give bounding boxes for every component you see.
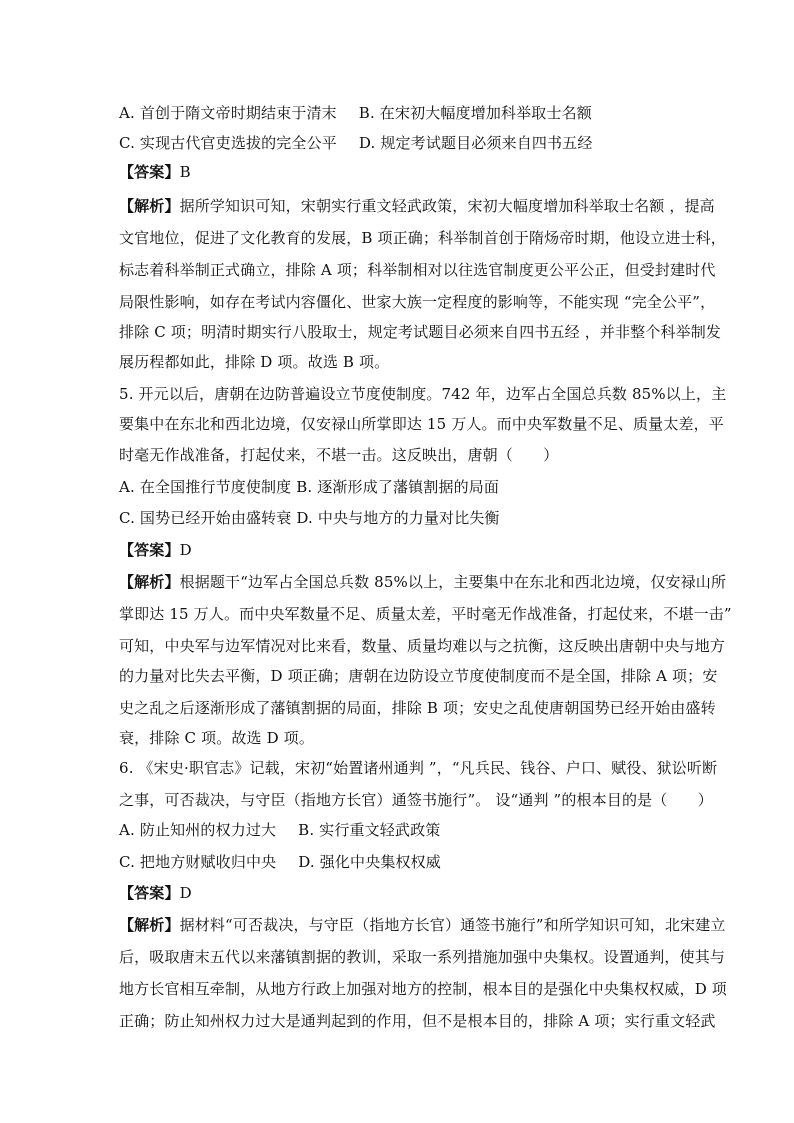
q4-analysis-line: 文官地位，促进了文化教育的发展，B 项正确；科举制首创于隋炀帝时期，他设立进士科， bbox=[119, 229, 726, 247]
q6-option-d: D. 强化中央集权权威 bbox=[298, 853, 441, 871]
q5-options-row-1 bbox=[119, 477, 679, 497]
q6-analysis-line: 【解析】据材料“可否裁决，与守臣（指地方长官）通签书施行”和所学知识可知，北宋建立 bbox=[119, 916, 726, 934]
q6-answer-value: D bbox=[179, 884, 192, 902]
q5-analysis-line: 史之乱之后逐渐形成了藩镇割据的局面，排除 B 项；安史之乱使唐朝国势已经开始由盛转 bbox=[119, 699, 716, 717]
q5-options-row-2 bbox=[119, 508, 679, 528]
q6-analysis-tag: 【解析】 bbox=[119, 916, 180, 934]
q5-analysis-line: 的力量对比失去平衡，D 项正确；唐朝在边防设立节度使制度而不是全国，排除 A 项；安 bbox=[119, 667, 718, 685]
q4-options-row-2 bbox=[119, 133, 679, 153]
q6-analysis-line: 地方长官相互牵制，从地方行政上加强对地方的控制，根本目的是强化中央集权权威，D 项 bbox=[119, 980, 727, 998]
q6-stem-line: 6. 《宋史·职官志》记载，宋初“始置诸州通判 ”，“凡兵民、钱谷、户口、赋役、狱讼听断 bbox=[119, 759, 718, 777]
q5-stem-line: 5. 开元以后，唐朝在边防普遍设立节度使制度。742 年，边军占全国总兵数 85%以上，主 bbox=[119, 385, 727, 403]
q4-analysis-line: 展历程都如此，排除 D 项。故选 B 项。 bbox=[119, 353, 390, 371]
q6-options-row-2 bbox=[119, 852, 679, 872]
q6-options-row-1 bbox=[119, 820, 679, 840]
q4-option-b: B. 在宋初大幅度增加科举取士名额 bbox=[358, 104, 592, 122]
q5-option-a: A. 在全国推行节度使制度 bbox=[119, 478, 292, 496]
q6-option-a: A. 防止知州的权力过大 bbox=[119, 821, 277, 839]
q5-analysis-line: 【解析】根据题干“边军占全国总兵数 85%以上，主要集中在东北和西北边境，仅安禄山所 bbox=[119, 573, 727, 591]
q4-analysis-line: 标志着科举制正式确立，排除 A 项；科举制相对以往选官制度更公平公正，但受封建时代 bbox=[119, 261, 716, 279]
q4-answer-tag: 【答案】 bbox=[119, 163, 180, 181]
q6-analysis-line: 正确；防止知州权力过大是通判起到的作用，但不是根本目的，排除 A 项；实行重文轻武 bbox=[119, 1012, 716, 1030]
q5-answer-value: D bbox=[179, 541, 192, 559]
q5-analysis-tag: 【解析】 bbox=[119, 573, 180, 591]
q4-options-row-1 bbox=[119, 103, 679, 123]
q5-analysis-line: 可知，中央军与边军情况对比来看，数量、质量均难以与之抗衡，这反映出唐朝中央与地方 bbox=[119, 637, 726, 655]
q5-answer-tag: 【答案】 bbox=[119, 541, 180, 559]
q6-answer-tag: 【答案】 bbox=[119, 884, 180, 902]
q5-option-b: B. 逐渐形成了藩镇割据的局面 bbox=[296, 478, 500, 496]
q6-analysis-line: 后，吸取唐末五代以来藩镇割据的教训，采取一系列措施加强中央集权。设置通判，使其与 bbox=[119, 948, 726, 966]
q6-answer bbox=[119, 883, 679, 903]
q5-option-d: D. 中央与地方的力量对比失衡 bbox=[296, 509, 500, 527]
q4-analysis-line: 排除 C 项；明清时期实行八股取士，规定考试题目必须来自四书五经 ，并非整个科举制发 bbox=[119, 323, 722, 341]
q5-stem-line: 时毫无作战准备，打起仗来，不堪一击。这反映出，唐朝（ ） bbox=[119, 446, 559, 464]
q4-analysis-tag: 【解析】 bbox=[119, 197, 180, 215]
q5-stem-line: 要集中在东北和西北边境，仅安禄山所掌即达 15 万人。而中央军数量不足、质量太差，平 bbox=[119, 415, 724, 433]
q5-analysis-line: 衰，排除 C 项。故选 D 项。 bbox=[119, 729, 314, 747]
q4-analysis-line: 局限性影响，如存在考试内容僵化、世家大族一定程度的影响等，不能实现 “完全公平”， bbox=[119, 293, 716, 311]
q5-analysis-line: 掌即达 15 万人。而中央军数量不足、质量太差，平时毫无作战准备，打起仗来，不堪一击” bbox=[119, 605, 732, 623]
q4-option-c: C. 实现古代官吏选拔的完全公平 bbox=[119, 134, 337, 152]
q6-option-b: B. 实行重文轻武政策 bbox=[298, 821, 441, 839]
q4-option-a: A. 首创于隋文帝时期结束于清末 bbox=[119, 104, 337, 122]
q6-stem-line: 之事，可否裁决，与守臣（指地方长官）通签书施行”。 设“通判 ”的根本目的是（ ） bbox=[119, 791, 713, 809]
q4-answer bbox=[119, 162, 679, 182]
q5-option-c: C. 国势已经开始由盛转衰 bbox=[119, 509, 292, 527]
q6-option-c: C. 把地方财赋收归中央 bbox=[119, 853, 277, 871]
q4-analysis-line: 【解析】据所学知识可知，宋朝实行重文轻武政策，宋初大幅度增加科举取士名额 ，提高 bbox=[119, 197, 715, 215]
q4-option-d: D. 规定考试题目必须来自四书五经 bbox=[358, 134, 593, 152]
q4-answer-value: B bbox=[179, 163, 191, 181]
q5-answer bbox=[119, 540, 679, 560]
